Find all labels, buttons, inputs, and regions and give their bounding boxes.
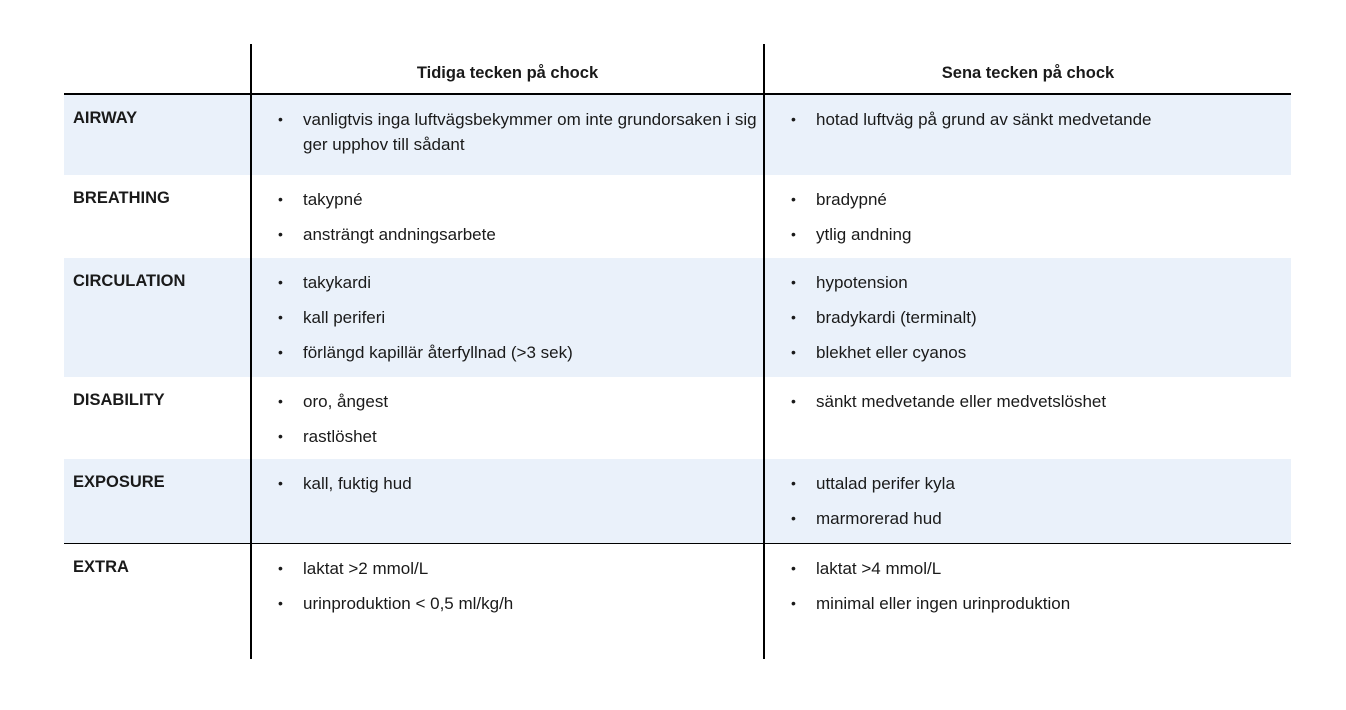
late-signs-list xyxy=(765,459,1291,531)
list-item: • blekhet eller cyanos xyxy=(791,340,1291,365)
row-label-exposure: EXPOSURE xyxy=(73,473,165,491)
early-signs-list xyxy=(252,258,763,365)
header-empty-cell xyxy=(64,44,250,93)
list-item: • ansträngt andningsarbete xyxy=(278,222,763,247)
list-item: • urinproduktion < 0,5 ml/kg/h xyxy=(278,591,763,616)
list-item: • kall, fuktig hud xyxy=(278,471,763,496)
list-item: • förlängd kapillär återfyllnad (>3 sek) xyxy=(278,340,763,365)
table-row-disability xyxy=(64,377,1291,459)
row-label-airway: AIRWAY xyxy=(73,109,138,127)
header-late-signs: Sena tecken på chock xyxy=(763,44,1291,93)
early-signs-list xyxy=(252,544,763,616)
late-signs-cell xyxy=(763,377,1291,459)
late-signs-cell xyxy=(763,175,1291,258)
header-early-signs: Tidiga tecken på chock xyxy=(250,44,763,93)
late-signs-list xyxy=(765,175,1291,247)
early-signs-list xyxy=(252,459,763,496)
list-item: • bradypné xyxy=(791,187,1291,212)
list-item: • kall periferi xyxy=(278,305,763,330)
late-signs-list xyxy=(765,258,1291,365)
shock-signs-table xyxy=(64,44,1291,659)
table-row-breathing xyxy=(64,175,1291,258)
list-item: • laktat >2 mmol/L xyxy=(278,556,763,581)
list-item: • sänkt medvetande eller medvetslöshet xyxy=(791,389,1291,414)
list-item: • ytlig andning xyxy=(791,222,1291,247)
late-signs-cell xyxy=(763,258,1291,377)
early-signs-cell xyxy=(250,544,763,659)
early-signs-cell xyxy=(250,258,763,377)
early-signs-list xyxy=(252,95,763,157)
early-signs-list xyxy=(252,377,763,449)
row-label-disability: DISABILITY xyxy=(73,391,165,409)
late-signs-list xyxy=(765,95,1291,132)
list-item: • marmorerad hud xyxy=(791,506,1291,531)
row-label-extra: EXTRA xyxy=(73,558,129,576)
late-signs-list xyxy=(765,544,1291,616)
list-item: • uttalad perifer kyla xyxy=(791,471,1291,496)
table-row-circulation xyxy=(64,258,1291,377)
row-label-circulation: CIRCULATION xyxy=(73,272,186,290)
late-signs-cell xyxy=(763,544,1291,659)
list-item: • hypotension xyxy=(791,270,1291,295)
list-item: • minimal eller ingen urinproduktion xyxy=(791,591,1291,616)
early-signs-cell xyxy=(250,95,763,175)
early-signs-cell xyxy=(250,377,763,459)
list-item: • hotad luftväg på grund av sänkt medvetande xyxy=(791,107,1291,132)
list-item: • oro, ångest xyxy=(278,389,763,414)
table-row-exposure xyxy=(64,459,1291,544)
table-row-airway xyxy=(64,95,1291,175)
early-signs-cell xyxy=(250,459,763,543)
list-item: • laktat >4 mmol/L xyxy=(791,556,1291,581)
list-item: • vanligtvis inga luftvägsbekymmer om inte grundorsaken i sig ger upphov till sådant xyxy=(278,107,763,157)
list-item: • bradykardi (terminalt) xyxy=(791,305,1291,330)
row-label-breathing: BREATHING xyxy=(73,189,170,207)
late-signs-cell xyxy=(763,459,1291,543)
table-header-row xyxy=(64,44,1291,95)
table-row-extra xyxy=(64,544,1291,659)
late-signs-cell xyxy=(763,95,1291,175)
list-item: • rastlöshet xyxy=(278,424,763,449)
early-signs-list xyxy=(252,175,763,247)
list-item: • takypné xyxy=(278,187,763,212)
list-item: • takykardi xyxy=(278,270,763,295)
early-signs-cell xyxy=(250,175,763,258)
late-signs-list xyxy=(765,377,1291,414)
